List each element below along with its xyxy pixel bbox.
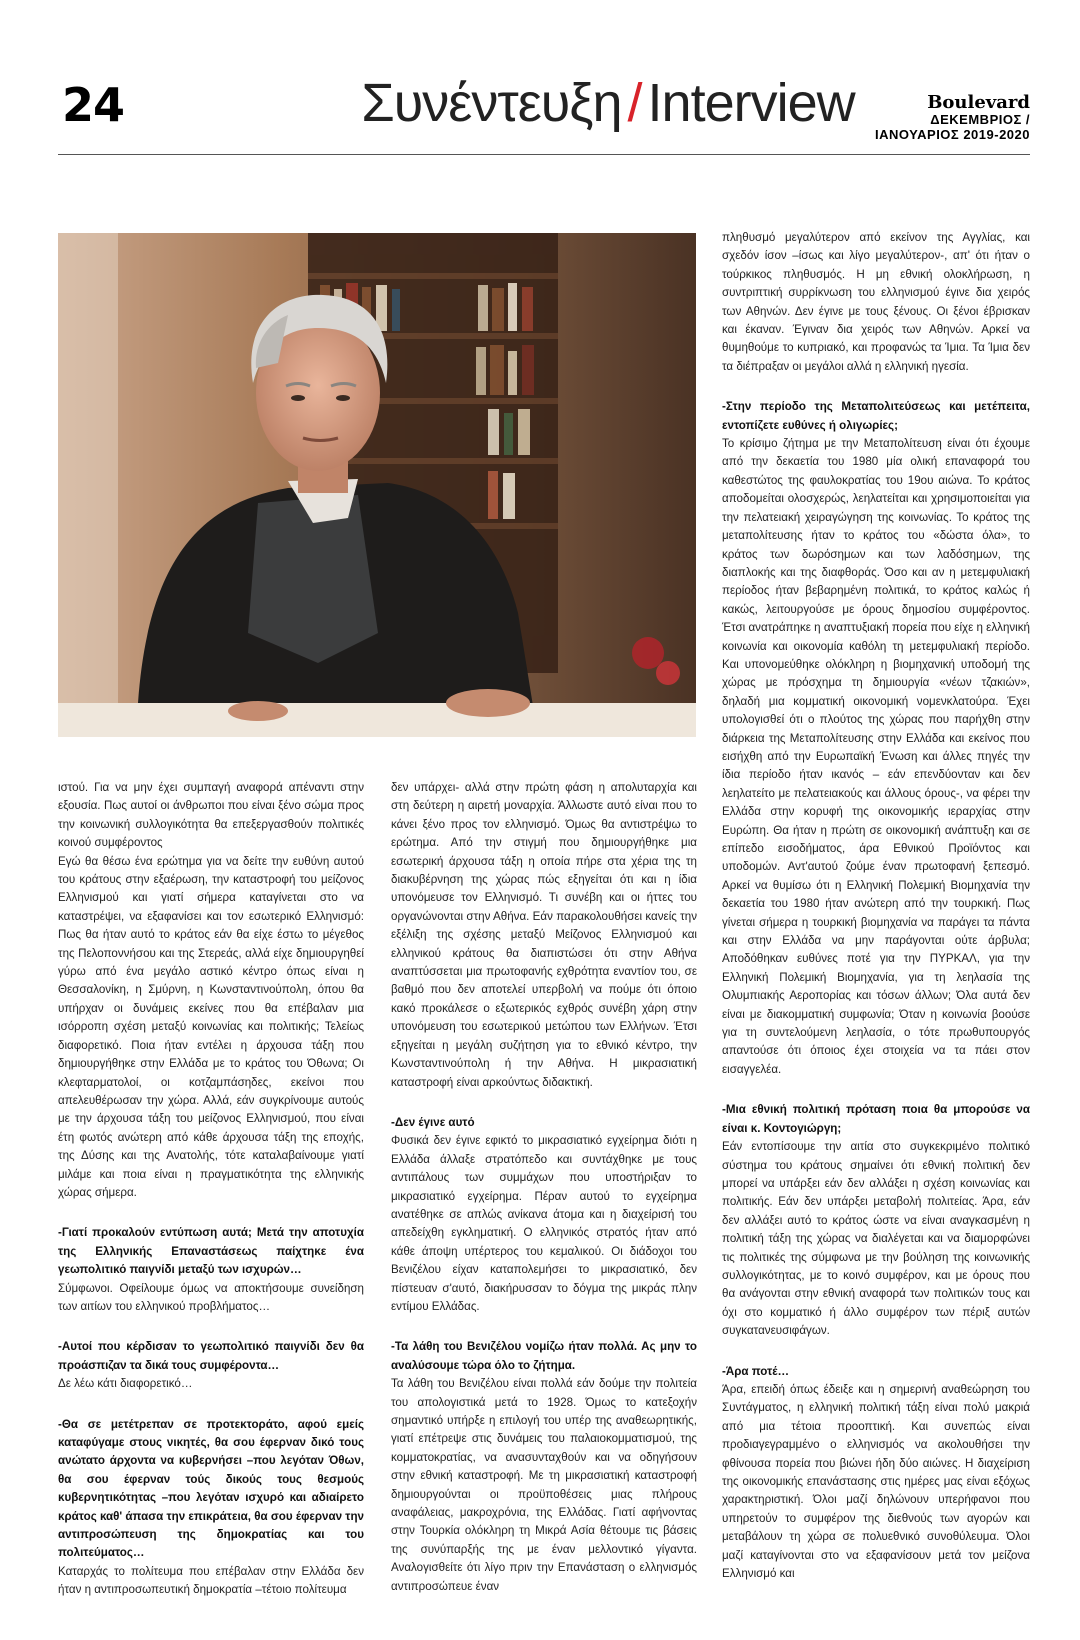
interview-answer: πληθυσμό μεγαλύτερον από εκείνον της Αγγλίας, και σχεδόν ίσον –ίσως και λίγο μεγαλύτερον-, απ' ότι ήταν ο τούρκικος πληθυσμός. Η μη εθνική ολοκλήρωση, η συντριπτική συρρίκνωση του ελληνισμού έγινε δια χειρός των Αθηνών. Δεν έγινε με τους ξένους. Οι ξένοι έβρισκαν και έκαναν. Έγιναν δια χειρός των Αθηνών. Αρκεί να θυμηθούμε το κυπριακό, και προφανώς τα Ίμια. Τα Ίμια δεν τα διέπραξαν οι μεγάλοι αλλά η ελληνική ηγεσία.	[722, 231, 1030, 373]
page-number: 24	[62, 78, 125, 132]
section-title	[288, 72, 928, 134]
interview-question: -Μια εθνική πολιτική πρόταση ποια θα μπορούσε να είναι κ. Κοντογιώργη;	[722, 1103, 1030, 1135]
interview-answer: ιστού. Για να μην έχει συμπαγή αναφορά απέναντι στην εξουσία. Πως αυτοί οι άνθρωποι που είναι ξένο σώμα προς την κοινωνική συλλογικότητα θα επεξεργασθούν πολιτικές κοινού συμφέροντος	[58, 781, 364, 850]
interview-answer: δεν υπάρχει- αλλά στην πρώτη φάση η απολυταρχία και στη δεύτερη η αιρετή μοναρχία. Άλλωστε αυτό είναι που το κάνει ξένο προς τον ελληνισμό. Όμως θα αντιστρέψω το ερώτημα. Από την στιγμή που δημιουργήθηκε μια εσωτερική άρχουσα τάξη η οποία πήρε στα χέρια της τη διακυβέρνηση της χώρας πώς εξηγείται ότι και η ίδια υπονόμευσε τον Ελληνισμό. Τι συνέβη και οι ήττες του οργανώνονται στην Αθήνα. Εάν παρακολουθήσει κανείς την εξέλιξη της σχέσης μεταξύ Μείζονος Ελληνισμού και ελληνικού κράτους θα διαπιστώσει ότι στην Αθήνα αναπτύσσεται μια πρωτοφανής εχθρότητα εναντίον του, σε βαθμό που δεν αποτελεί υπερβολή να πούμε ότι όποιο κακό προκάλεσε ο εξωτερικός εχθρός συνέβη χάρη στην υπονόμευση του εσωτερικού μετώπου των Ελλήνων. Έτσι εξηγείται η μεγάλη συζήτηση για το εθνικό κέντρο, την Κωνσταντινούπολη ή την Αθήνα. Η μικρασιατική καταστροφή είναι αρκούντως διδακτική.	[391, 781, 697, 1089]
interview-question: -Στην περίοδο της Μεταπολιτεύσεως και μετέπειτα, εντοπίζετε ευθύνες ή ολιγωρίες;	[722, 400, 1030, 432]
interview-answer: Σύμφωνοι. Οφείλουμε όμως να αποκτήσουμε συνείδηση των αιτίων του ελληνικού προβλήματος…	[58, 1281, 364, 1313]
portrait-illustration	[58, 233, 696, 737]
text-column-3	[722, 229, 1030, 1583]
interview-answer: Εγώ θα θέσω ένα ερώτημα για να δείτε την ευθύνη αυτού του κράτους στην εξαέρωση, την καταστροφή του μείζονος Ελληνισμού και γιατί σήμερα καταγίνεται στο να καταστρέψει, να εξαφανίσει και τον εσωτερικό Ελληνισμό: Πως θα ήταν αυτό το κράτος εάν θα είχε έστω το μέγεθος της Πελοποννήσου και της Στερεάς, αλλά είχε δημιουργηθεί γύρω από ένα μεγάλο αστικό κέντρο όπως είναι η Θεσσαλονίκη, η Σμύρνη, η Κωνσταντινούπολη, όπου θα υπήρχαν οι δυνάμεις εκείνες που θα επέβαλαν μια ισόρροπη σχέση μεταξύ κοινωνίας και πολιτικής; Τελείως διαφορετικό. Ποια ήταν εντέλει η άρχουσα τάξη που δημιουργήθηκε στην Ελλάδα με το κράτος του Όθωνα; Οι κλεφταρματολοί, οι κοτζαμπάσηδες, εκείνοι που απελευθέρωσαν την χώρα. Αλλά, εάν συγκρίνουμε αυτούς με την άρχουσα τάξη του μείζονος Ελληνισμού, που είναι έτη φωτός ανώτερη από κάθε άρχουσα τάξη της εποχής, της Δύσης και της Ανατολής, τότε καταλαβαίνουμε γιατί μιλάμε και ποια είναι η πραγματικότητα της ελληνικής χώρας σήμερα.	[58, 854, 364, 1199]
interview-question: -Τα λάθη του Βενιζέλου νομίζω ήταν πολλά. Ας μην το αναλύσουμε τώρα όλο το ζήτημα.	[391, 1340, 697, 1372]
brand-logo: Boulevard	[927, 92, 1030, 113]
text-column-2	[391, 779, 697, 1596]
brand-block	[875, 94, 1030, 142]
interview-question: -Γιατί προκαλούν εντύπωση αυτά; Μετά την αποτυχία της Ελληνικής Επαναστάσεως παίχτηκε ένα γεωπολιτικό παιγνίδι μεταξύ των ισχυρών…	[58, 1226, 364, 1277]
interview-question: -Αυτοί που κέρδισαν το γεωπολιτικό παιγνίδι δεν θα προάσπιζαν τα δικά τους συμφέροντα…	[58, 1340, 364, 1372]
section-title-english: Interview	[647, 73, 855, 133]
interview-answer: Εάν εντοπίσουμε την αιτία στο συγκεκριμένο πολιτικό σύστημα του κράτους σημαίνει ότι εθνική πολιτική δεν μπορεί να υπάρξει εάν δεν αλλάξει η σχέση κοινωνίας και πολιτικής. Εάν δεν υπάρξει μεταβολή πολιτείας. Άρα, εάν δεν αλλάξει αυτό το κράτος ώστε να είναι αναγκασμένη η πολιτική τάξη της χώρας να διαλέγεται και να διαμορφώνει τις πολιτικές της σύμφωνα με την βούληση της κοινωνικής συλλογικότητας, με το κοινό συμφέρον, και με όρους που θα ανάγονται στην εθνική αναφορά των πολιτικών τους και όχι στο κομματικό ή άλλο συμφέρον των πέριξ αυτών συγκατανευσιφάγων.	[722, 1140, 1030, 1338]
interview-answer: Φυσικά δεν έγινε εφικτό το μικρασιατικό εγχείρημα διότι η Ελλάδα άλλαξε στρατόπεδο και συντάχθηκε με τους αντιπάλους των συμμάχων που υποστήριξαν το μικρασιατικό εγχείρημα. Πέραν αυτού το εγχείρημα ανατέθηκε σε απλώς ανίκανα άτομα και η διαχείρισή του απεδείχθη εγκληματική. Ο ελληνικός στρατός ήταν από κάθε άποψη υπέρτερος του κεμαλικού. Οι διάδοχοι του Βενιζέλου είχαν καταπολεμήσει το μικρασιατικό, δεν πίστευαν σ'αυτό, διακήρυσσαν το δόγμα της μικράς πλην εντίμου Ελλάδας.	[391, 1134, 697, 1313]
interview-answer: Καταρχάς το πολίτευμα που επέβαλαν στην Ελλάδα δεν ήταν η αντιπροσωπευτική δημοκρατία –τέτοιο πολίτευμα	[58, 1564, 364, 1597]
interview-answer: Άρα, επειδή όπως έδειξε και η σημερινή αναθεώρηση του Συντάγματος, η ελληνική πολιτική τάξη είναι πολύ μακριά από μια τέτοια προοπτική. Και συνεπώς είναι προδιαγεγραμμένο ο ελληνισμός να ακολουθήσει την φθίνουσα πορεία που βιώνει ήδη δύο αιώνες. Η διαχείριση της οικονομικής επανάστασης στις ημέρες μας είναι εξόχως χαρακτηριστική. Όλοι μαζί δηλώνουν υπερήφανοι που υπηρετούν το συμφέρον της διεθνούς των αγορών και μεταβάλουν τη χώρα σε πολυεθνικό συνοθύλευμα. Όλοι μαζί καταγίνονται στο να εξαφανίσουν μετά τον μείζονα Ελληνισμό και	[722, 1382, 1030, 1581]
issue-date-line1: ΔΕΚΕΜΒΡΙΟΣ /	[930, 112, 1030, 127]
section-slash: /	[627, 73, 642, 133]
page-header	[58, 72, 1030, 155]
interview-answer: Το κρίσιμο ζήτημα με την Μεταπολίτευση είναι ότι έχουμε από την δεκαετία του 1980 μία ολική επαναφορά του καθεστώτος της φαυλοκρατίας του 19ου αιώνα. Το κράτος αποδομείται ολοσχερώς, λεηλατείται και χρησιμοποιείται για την πελατειακή χειραγώγηση της κοινωνίας. Το κράτος της μεταπολίτευσης ήταν το κράτος του «δώστα όλα», το κράτος των δωρόσημων και των λαδόσημων, της διαπλοκής και της διαφθοράς. Όσο και αν η μετεμφυλιακή περίοδος ήταν βεβαρημένη πολιτικά, το κράτος καλώς ή κακώς, λειτουργούσε με όρους δημοσίου συμφέροντος. Έτσι ανατράπηκε η αναπτυξιακή πορεία που είχε η ελληνική κοινωνία και οικονομία καθόλη τη μετεμφυλιακή περίοδο. Και υπονομεύθηκε ολόκληρη η βιομηχανική υποδομή της χώρας με πρόσχημα τη δημιουργία «νέων τζακιών», δηλαδή μια κομματική οικονομική νομενκλατούρα. Έχει υπολογισθεί ότι ο πλούτος της χώρας που παρήχθη στην διάρκεια της Μεταπολίτευσης στην Ελλάδα και εκείνος που εισήχθη από την Ευρωπαϊκή Ένωση και άλλες πηγές την ίδια περίοδο ήταν ικανός – εάν επενδύονταν και δεν λεηλατείτο με πελατειακούς και άλλους όρους-, να φέρει την Ελλάδα στην κορυφή της οικονομικής ιεραρχίας στην Ευρώπη. Θα ήταν η πρώτη σε οικονομική ανάπτυξη και σε επίπεδο εισοδήματος, άρα Εθνικού Προϊόντος και υποδομών. Αντ'αυτού ζούμε έναν πρωτοφανή ξεπεσμό. Αρκεί να θυμίσω ότι η Ελληνική Πολεμική Βιομηχανία την δεκαετία του 1980 ήταν ανώτερη από την τουρκική. Πως γίνεται σήμερα η τουρκική βιομηχανία να παράγει τα πάντα και στην Ελλάδα να μην παράγονται ούτε άρβυλα; Αποδόθηκαν ευθύνες ποτέ για την ΠΥΡΚΑΛ, για την Ελληνική Πολεμική Βιομηχανία, για τη λεηλασία της Ολυμπιακής Αεροπορίας και τόσων άλλων; Όλα αυτά δεν είναι με διακομματική συμφωνία; Όταν η κοινωνία βοούσε για τη συντελούμενη λεηλασία, ο τότε πρωθυπουργός απαντούσε ότι όποιος έχει στοιχεία να τα πάει στον εισαγγελέα.	[722, 437, 1031, 1076]
interview-photo	[58, 233, 696, 737]
interview-answer: Τα λάθη του Βενιζέλου είναι πολλά εάν δούμε την πολιτεία του απολογιστικά μετά το 1928. Όμως το κατεξοχήν σημαντικό υπήρξε η επιλογή του υπέρ της αναθεωρητικής, γιατί επέτρεψε στις δυνάμεις του παλαιοκομματισμού, της κομματοκρατίας, να ανασυνταχθούν και να οδηγήσουν στην εθνική καταστροφή. Με τη μικρασιατική καταστροφή δημιουργούνται οι προϋποθέσεις μιας πλήρους αναφάλειας, μακροχρόνια, της Ελλάδας. Γιατί αφήνοντας στην Τουρκία ολόκληρη τη Μικρά Ασία θέτουμε τις βάσεις της συνύπαρξής της με έναν μελλοντικό γίγαντα. Αναλογισθείτε ότι λίγο πριν την Επανάσταση ο ελληνισμός αντιπροσώπευε έναν	[391, 1377, 697, 1593]
interview-answer: Δε λέω κάτι διαφορετικό…	[58, 1377, 193, 1391]
interview-question: -Θα σε μετέτρεπαν σε προτεκτοράτο, αφού εμείς καταφύγαμε στους νικητές, θα σου έφερναν δικό τους ανώτατο άρχοντα να κυβερνήσει –που λεγόταν Όθων, θα σου έφερναν τούς δικούς τους θεσμούς κυβερνητικότητας –που λεγόταν ισχυρό και αδιαίρετο κράτος καθ' άπασα την επικράτεια, θα σου έφερναν την αντιπροσώπευση της δημοκρατίας και του πολιτεύματος…	[58, 1417, 364, 1560]
interview-question: -Άρα ποτέ…	[722, 1364, 790, 1378]
interview-question: -Δεν έγινε αυτό	[391, 1115, 475, 1129]
issue-date-line2: ΙΑΝΟΥΑΡΙΟΣ 2019-2020	[875, 127, 1030, 142]
section-title-greek: Συνέντευξη	[361, 73, 622, 133]
text-column-1	[58, 779, 364, 1600]
